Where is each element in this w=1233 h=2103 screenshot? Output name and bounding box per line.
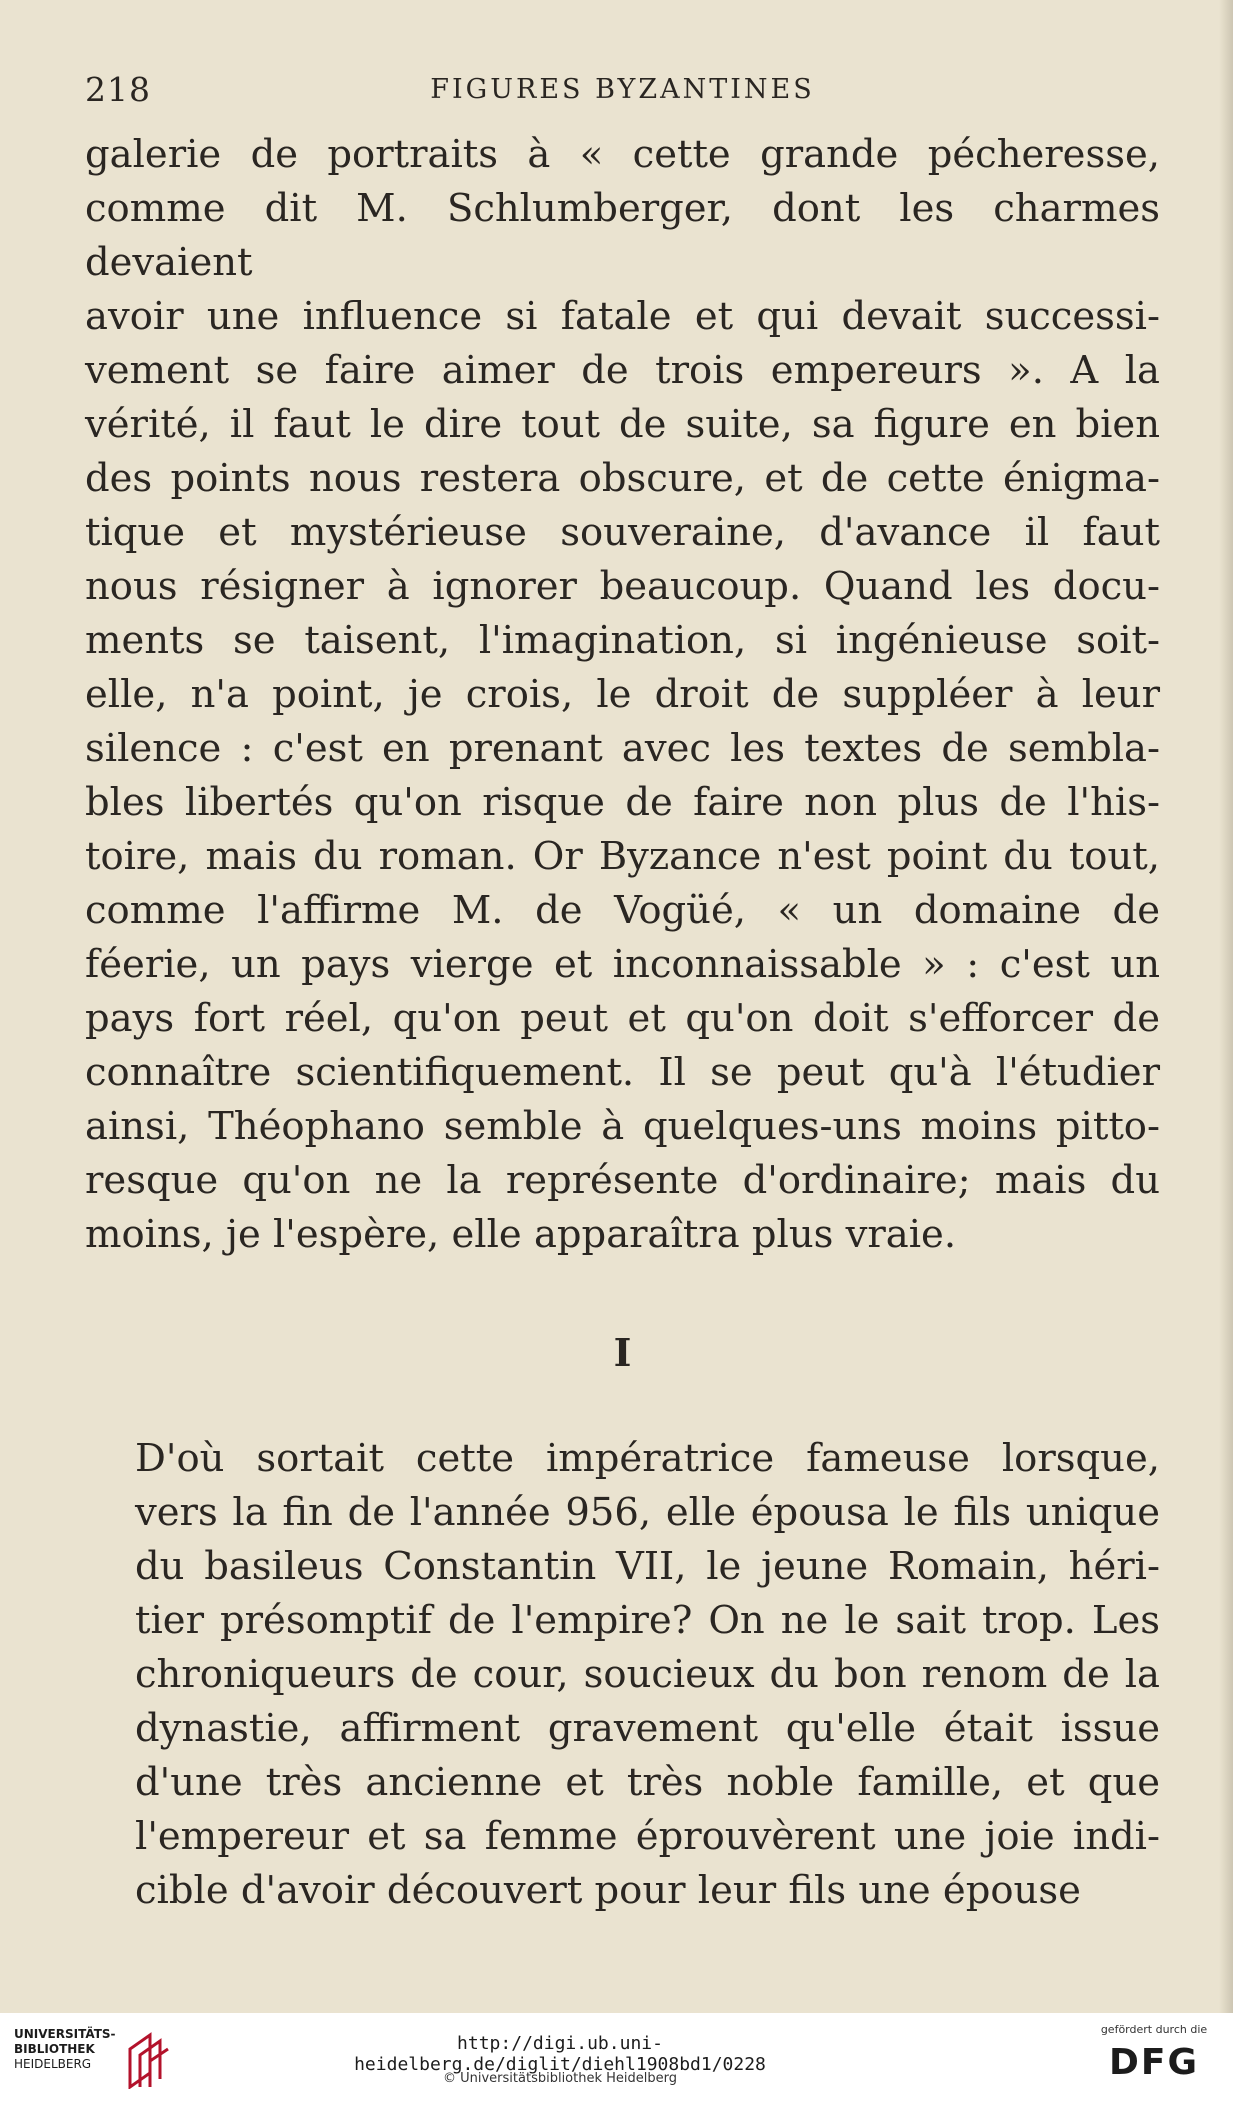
paragraph-1 bbox=[85, 128, 1160, 1262]
copyright-notice: © Universitätsbibliothek Heidelberg bbox=[442, 2071, 677, 2086]
text-line: resque qu'on ne la représente d'ordinaire; mais du bbox=[85, 1158, 1160, 1203]
text-line: pays fort réel, qu'on peut et qu'on doit s'efforcer de bbox=[85, 996, 1160, 1041]
text-line: comme l'affirme M. de Vogüé, « un domaine de bbox=[85, 888, 1160, 933]
text-line: des points nous restera obscure, et de cette énigma- bbox=[85, 456, 1160, 501]
dfg-logo: DFG bbox=[1108, 2042, 1200, 2083]
text-line: vers la fin de l'année 956, elle épousa le fils unique bbox=[135, 1490, 1160, 1535]
library-emblem-icon bbox=[126, 2029, 172, 2089]
text-line: nous résigner à ignorer beaucoup. Quand les docu- bbox=[85, 564, 1160, 609]
library-name-line: BIBLIOTHEK bbox=[14, 2042, 95, 2056]
text-line: ments se taisent, l'imagination, si ingénieuse soit- bbox=[85, 618, 1160, 663]
text-line: bles libertés qu'on risque de faire non plus de l'his- bbox=[85, 780, 1160, 825]
text-line: connaître scientifiquement. Il se peut qu'à l'étudier bbox=[85, 1050, 1160, 1095]
text-line: comme dit M. Schlumberger, dont les charmes devaient bbox=[85, 186, 1160, 285]
text-line: tier présomptif de l'empire? On ne le sait trop. Les bbox=[135, 1598, 1160, 1643]
source-url-link[interactable]: http://digi.ub.uni-heidelberg.de/diglit/diehl1908bd1/0228 bbox=[354, 2033, 766, 2075]
digitization-footer bbox=[0, 2013, 1233, 2103]
running-head bbox=[85, 70, 1160, 114]
text-line: tique et mystérieuse souveraine, d'avance il faut bbox=[85, 510, 1160, 555]
text-line: du basileus Constantin VII, le jeune Romain, héri- bbox=[135, 1544, 1160, 1589]
text-line: moins, je l'espère, elle apparaîtra plus vraie. bbox=[85, 1212, 957, 1257]
library-name bbox=[14, 2027, 116, 2072]
text-line: vement se faire aimer de trois empereurs ». A la bbox=[85, 348, 1160, 393]
text-line: galerie de portraits à « cette grande pécheresse, bbox=[85, 132, 1160, 177]
text-line: elle, n'a point, je crois, le droit de suppléer à leur bbox=[85, 672, 1160, 717]
paragraph-2 bbox=[85, 1432, 1160, 1918]
section-heading: I bbox=[613, 1330, 632, 1375]
text-line: chroniqueurs de cour, soucieux du bon renom de la bbox=[135, 1652, 1160, 1697]
library-name-line: HEIDELBERG bbox=[14, 2057, 92, 2071]
text-line: d'une très ancienne et très noble famille, et que bbox=[135, 1760, 1160, 1805]
funder-label: gefördert durch die bbox=[1100, 2023, 1208, 2036]
text-line: féerie, un pays vierge et inconnaissable » : c'est un bbox=[85, 942, 1160, 987]
text-line: avoir une influence si fatale et qui devait successi- bbox=[85, 294, 1160, 339]
page-edge-shadow bbox=[1219, 0, 1233, 2013]
text-line: dynastie, affirment gravement qu'elle était issue bbox=[135, 1706, 1160, 1751]
library-logo[interactable] bbox=[14, 2027, 174, 2091]
text-line: cible d'avoir découvert pour leur fils une épouse bbox=[135, 1868, 1081, 1913]
running-title: FIGURES BYZANTINES bbox=[430, 74, 815, 105]
text-line: l'empereur et sa femme éprouvèrent une joie indi- bbox=[135, 1814, 1160, 1859]
text-line: toire, mais du roman. Or Byzance n'est point du tout, bbox=[85, 834, 1160, 879]
page-number: 218 bbox=[85, 70, 151, 109]
funder-logo-block[interactable] bbox=[1089, 2023, 1219, 2083]
text-line: ainsi, Théophano semble à quelques-uns moins pitto- bbox=[85, 1104, 1160, 1149]
text-line: D'où sortait cette impératrice fameuse lorsque, bbox=[135, 1436, 1160, 1481]
text-line: vérité, il faut le dire tout de suite, sa figure en bien bbox=[85, 402, 1160, 447]
library-name-line: UNIVERSITÄTS- bbox=[14, 2027, 116, 2041]
text-line: silence : c'est en prenant avec les textes de sembla- bbox=[85, 726, 1160, 771]
